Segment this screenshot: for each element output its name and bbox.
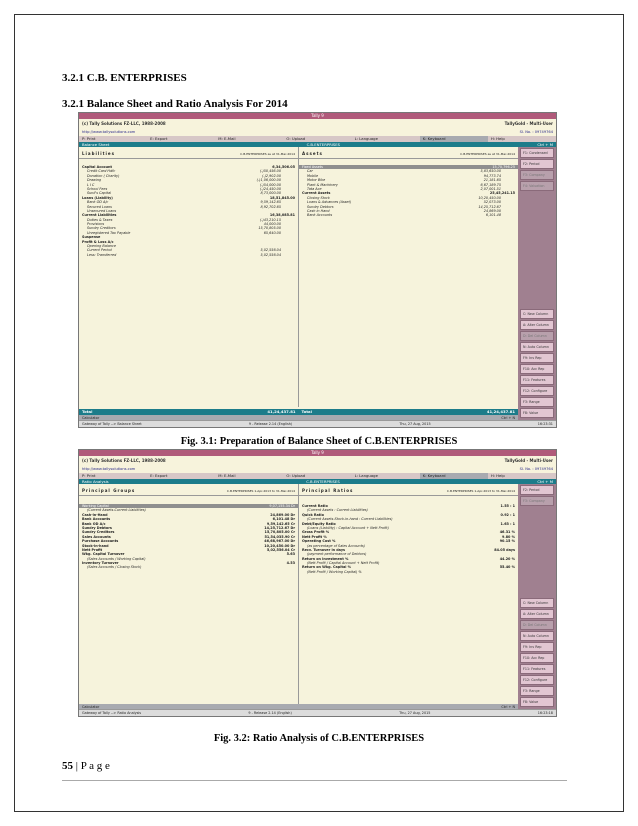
row-amount: 15,70,796.25 [492,165,515,169]
edition-text: TallyGold - Multi-User [504,458,553,463]
side-button[interactable]: C: New Column [520,309,554,319]
row-label: Plant & Machinery [307,182,338,187]
ctrl-n-label: Ctrl + N [501,705,515,709]
row-sub-amount: 2,07,001.51 [480,186,501,191]
row-label: Quick Ratio [302,512,324,517]
row-label: Return on Wkg. Capital % [302,565,352,570]
row-amount: 1.55 : 1 [500,504,515,508]
upload-button[interactable]: O: Upload [286,136,306,141]
row-label: Wkg. Capital Turnover [82,552,125,557]
row-sub-amount: 52,073.00 [483,200,501,205]
row-amount: 9,07,155.34 Dr [269,504,295,508]
row-label: (Sales Accounts / Working Capital) [87,556,146,561]
release-text: 9 - Release 2.14 (English) [248,711,292,715]
row-label: Tata Ace [307,186,322,191]
side-button[interactable]: A: Alter Column [520,609,554,619]
report-row[interactable] [79,565,298,569]
row-amount: 51,54,035.90 Cr [264,534,295,539]
report-row[interactable] [79,253,298,257]
row-amount: 15,70,805.00 Cr [264,530,295,535]
page-footer [62,760,110,772]
side-button[interactable]: F9: Inv Rep [520,642,554,652]
row-label: Gross Profit % [302,530,330,535]
tally-balance-sheet-window [78,112,557,428]
row-label: Bank Accounts [82,517,111,522]
row-amount: 16,38,085.81 [269,213,295,218]
row-label: (Current Assets-Current Liabilities) [87,508,146,513]
row-sub-amount: 24,869.00 [483,208,501,213]
breadcrumb: Gateway of Tally --> Balance Sheet [82,422,142,426]
button-panel [518,484,556,710]
row-label: Closing Stock [307,195,330,200]
time-text: 16:23:18 [537,711,553,715]
row-label: L I C [87,182,95,187]
row-label: Return on Investment % [302,556,349,561]
breadcrumb: Gateway of Tally --> Ratio Analysis [82,711,142,715]
side-button[interactable]: N: Auto Column [520,631,554,641]
row-values [486,213,515,217]
print-button[interactable]: P: Print [82,136,96,141]
email-button[interactable]: M: E-Mail [218,473,236,478]
row-sub-amount: 8,73,000.00 [260,191,281,196]
assets-column [299,147,518,407]
side-button[interactable]: F8: Value [520,697,554,707]
row-sub-amount: (-)24,450.00 [259,186,281,191]
report-row[interactable] [299,570,518,574]
liabilities-heading: Liabilities [82,151,115,156]
copyright-text: (c) Tally Solutions FZ-LLC, 1988-2008 [82,458,166,463]
row-sub-amount: 10,20,450.00 [478,195,501,200]
row-label: Loans & Advances (Asset) [307,200,352,205]
row-sub-amount: 94,773.74 [483,173,501,178]
url-link[interactable]: http://www.tallysolutions.com [82,467,136,471]
row-label: Cash-in-Hand [82,512,108,517]
side-button[interactable]: D: Del Column [520,331,554,341]
side-button[interactable]: F3: Range [520,397,554,407]
email-button[interactable]: M: E-Mail [218,136,236,141]
report-name: Ratio Analysis [82,479,109,484]
side-button[interactable]: F3: Range [520,686,554,696]
row-amount: 1.63 : 1 [500,521,515,526]
side-button[interactable]: F1: Condensed [520,148,554,158]
total-label-left: Total [82,409,93,414]
row-sub-amount: (-)43,210.15 [259,217,281,222]
row-values [501,570,515,574]
row-label: Less: Transferred [87,252,117,257]
report-body [79,147,518,415]
side-button[interactable]: F9: Inv Rep [520,353,554,363]
row-sub-amount: 15,70,805.00 [258,226,281,231]
release-text: 9 - Release 2.14 (English) [248,422,293,426]
keyboard-button[interactable]: K: Keyboard [420,473,488,479]
row-values [261,253,296,257]
row-label: (Current Assets : Current Liabilities) [307,508,368,513]
bottom-bar [79,420,556,427]
figure-caption-2: Fig. 3.2: Ratio Analysis of C.B.ENTERPRISES [213,733,425,744]
row-label: (Sales Accounts / Closing Stock) [87,565,142,570]
row-label: Loans (Liability) [82,195,113,200]
row-sub-amount: 9,59,142.65 [260,200,281,205]
row-label: (Current Assets-Stock-in-hand : Current Liabilities) [307,517,393,522]
side-button[interactable]: F10: Acc Rep [520,364,554,374]
help-button[interactable]: H: Help [490,473,505,478]
row-label: Current Period [87,248,112,253]
row-label: Drawing [87,178,102,183]
side-button[interactable]: F4: Valuation [520,181,554,191]
row-label: Nett Profit % [302,534,327,539]
row-amount: 46,68,967.00 Dr [264,539,295,544]
principal-groups-heading: Principal Groups [82,488,136,493]
row-sub-amount: (-)1,06,000.00 [256,178,281,183]
row-label: (payment performance of Debtors) [307,552,367,557]
side-button[interactable]: N: Auto Column [520,342,554,352]
liabilities-subheading: C.B.ENTERPRISES as at 31-Mar-2014 [240,152,295,156]
row-sub-amount: 6,101.48 [485,213,501,218]
language-button[interactable]: L: Language [354,473,378,478]
row-amount: 5,02,556.04 Cr [266,547,295,552]
side-button[interactable]: C: New Column [520,598,554,608]
report-body [79,484,518,704]
row-label: (Nett Profit / Capital Account + Nett Profit) [307,561,380,566]
row-sub-amount: (-)54,000.00 [259,182,281,187]
row-sub-amount: 21,181.65 [483,178,501,183]
row-sub-amount: 14,25,712.67 [478,204,501,209]
row-amount: 10,20,450.00 Dr [264,543,295,548]
principal-ratios-column [299,484,518,704]
row-label: Opening Balance [87,244,116,249]
row-label: Sundry Debtors [82,525,112,530]
side-button[interactable]: F11: Features [520,375,554,385]
time-text: 16:23:31 [537,422,553,426]
print-button[interactable]: P: Print [82,473,96,478]
section-heading: 3.2.1 C.B. ENTERPRISES [62,72,187,84]
row-label: School Fees [87,186,108,191]
total-assets: 41,24,437.81 [486,409,515,414]
row-sub-amount: 5,02,556.04 [260,248,281,253]
row-label: Mobile [307,173,319,178]
subsection-heading: 3.2.1 Balance Sheet and Ratio Analysis For 2014 [62,98,288,110]
row-label: Sundry Creditors [82,530,115,535]
row-label: Current Assets [302,191,331,196]
row-amount: 0.92 : 1 [500,512,515,517]
company-name: C.B.ENTERPRISES [306,142,341,147]
serial-number: SI. No. : 09749764 [519,467,553,471]
principal-groups-column [79,484,299,704]
row-label: Purchase Accounts [82,539,119,544]
row-label: Current Ratio [302,504,328,508]
bottom-bar [79,709,556,716]
side-button[interactable]: F10: Acc Rep [520,653,554,663]
row-label: Secured Loans [87,204,112,209]
row-label: Credit Card Hdfc [87,169,116,174]
row-label: Capital Account [82,165,113,169]
calculator-label[interactable]: Calculator [82,416,100,420]
row-amount: 9.80 % [502,534,515,539]
url-bar [79,129,556,136]
app-header [79,456,556,466]
footer-divider [62,780,567,781]
row-label: Cash in Hand [307,208,330,213]
row-label: Current Liabilities [82,213,117,218]
row-label: (as percentage of Sales Accounts) [307,543,365,548]
row-amount: 46.31 % [499,530,515,535]
side-button[interactable]: F3: Company [520,170,554,180]
report-row[interactable] [299,213,518,217]
principal-ratios-subheading: C.B.ENTERPRISES 1-Apr-2013 to 31-Mar-2014 [446,489,515,493]
row-label: (Loans (Liability) : Capital Account + Nett Profit) [307,525,389,530]
row-label: Inventory Turnover [82,561,119,566]
row-label: Operating Cost % [302,539,336,544]
app-header [79,119,556,129]
assets-subheading: C.B.ENTERPRISES as at 31-Mar-2014 [460,152,515,156]
row-amount: 5.63 [286,552,295,557]
window-title: Tally 9 [79,113,556,119]
page-number: 55 [62,760,73,772]
row-label: Car [307,169,313,174]
side-button[interactable]: A: Alter Column [520,320,554,330]
edition-text: TallyGold - Multi-User [504,121,553,126]
side-button[interactable]: F2: Period [520,159,554,169]
help-button[interactable]: H: Help [490,136,505,141]
row-amount: 90.15 % [499,539,515,544]
row-sub-amount: 44,000.00 [263,222,281,227]
url-link[interactable]: http://www.tallysolutions.com [82,130,136,134]
company-name: C.B.ENTERPRISES [306,479,340,484]
upload-button[interactable]: O: Upload [286,473,306,478]
row-amount: 6,34,506.05 [272,165,295,169]
report-name: Balance Sheet [82,142,110,147]
row-amount: 84.05 days [494,547,515,552]
principal-ratios-heading: Principal Ratios [302,488,354,493]
ctrl-m-label[interactable]: Ctrl + M [537,479,553,484]
side-button[interactable]: F3: Company [520,496,554,506]
row-sub-amount: 5,02,556.04 [260,252,281,257]
row-label: Nett Profit [82,547,103,552]
row-label: Bank OD A/c [87,200,109,205]
row-values [281,565,295,569]
export-button[interactable]: E: Export [150,473,168,478]
page-label: | P a g e [75,760,110,772]
row-sub-amount: 65,640.00 [263,230,281,235]
button-panel [518,147,556,421]
row-amount: 9,59,142.65 Cr [266,521,295,526]
row-label: Unsecured Loans [87,208,117,213]
row-label: Fixed Assets [302,165,323,169]
side-button[interactable]: F12: Configure [520,386,554,396]
language-button[interactable]: L: Language [354,136,378,141]
row-amount: 55.40 % [499,565,515,570]
row-label: Sunil's Capital [87,191,111,196]
row-label: Recv. Turnover in days [302,547,346,552]
row-amount: 4.53 [286,561,295,566]
row-label: Sundry Creditors [87,226,116,231]
row-label: Suspense [82,235,101,240]
total-label-right: Total [301,409,312,414]
url-bar [79,466,556,473]
figure-caption-1: Fig. 3.1: Preparation of Balance Sheet of C.B.ENTERPRISES [180,436,458,447]
side-button[interactable]: F11: Features [520,664,554,674]
date-text: Thu, 27 Aug, 2015 [399,422,431,426]
side-button[interactable]: F12: Configure [520,675,554,685]
side-button[interactable]: F8: Value [520,408,554,418]
row-label: Provisions [87,222,105,227]
row-sub-amount: (-)2,902.00 [262,173,281,178]
row-label: Working Capital [82,504,109,508]
row-label: Duties & Taxes [87,217,113,222]
copyright-text: (c) Tally Solutions FZ-LLC, 1988-2008 [82,121,166,126]
row-amount: 14,25,712.67 Dr [264,525,295,530]
row-label: Debt/Equity Ratio [302,521,336,526]
row-label: (Nett Profit / Working Capital) % [307,569,362,574]
row-sub-amount: (-)50,456.00 [259,169,281,174]
export-button[interactable]: E: Export [150,136,168,141]
row-sub-amount: 6,67,189.75 [480,182,501,187]
row-label: Motor Bike [307,178,326,183]
row-amount: 24,869.00 Dr [270,512,295,517]
liabilities-column [79,147,299,407]
row-label: Bank OD A/c [82,521,106,526]
ctrl-m-label[interactable]: Ctrl + M [537,142,553,147]
row-label: Donation ( Charity) [87,173,120,178]
row-label: Sales Accounts [82,534,111,539]
side-button[interactable]: D: Del Column [520,620,554,630]
row-label: Bank Accounts [307,213,333,218]
date-text: Thu, 27 Aug, 2015 [399,711,431,715]
side-button[interactable]: F2: Period [520,485,554,495]
tally-ratio-analysis-window [78,449,557,717]
principal-groups-subheading: C.B.ENTERPRISES 1-Apr-2013 to 31-Mar-2014 [226,489,295,493]
row-sub-amount: 8,92,702.65 [260,204,281,209]
window-title: Tally 9 [79,450,556,456]
row-amount: 6,101.48 Dr [272,517,295,522]
calculator-label[interactable]: Calculator [82,705,100,709]
row-amount: 18,51,845.00 [269,195,295,200]
row-label: Sundry Debtors [307,204,334,209]
keyboard-button[interactable]: K: Keyboard [420,136,488,142]
total-liabilities: 41,24,437.81 [267,409,296,414]
row-sub-amount: 5,83,650.00 [480,169,501,174]
row-label: Stock-in-hand [82,543,109,548]
serial-number: SI. No. : 09749764 [519,130,553,134]
row-amount: 44.20 % [499,556,515,561]
assets-heading: Assets [302,151,323,156]
row-amount: 25,45,241.15 [489,191,515,196]
ctrl-n-label: Ctrl + N [501,416,515,420]
row-label: Unregistered Tax Payable [87,230,131,235]
row-label: Profit & Loss A/c [82,239,114,244]
